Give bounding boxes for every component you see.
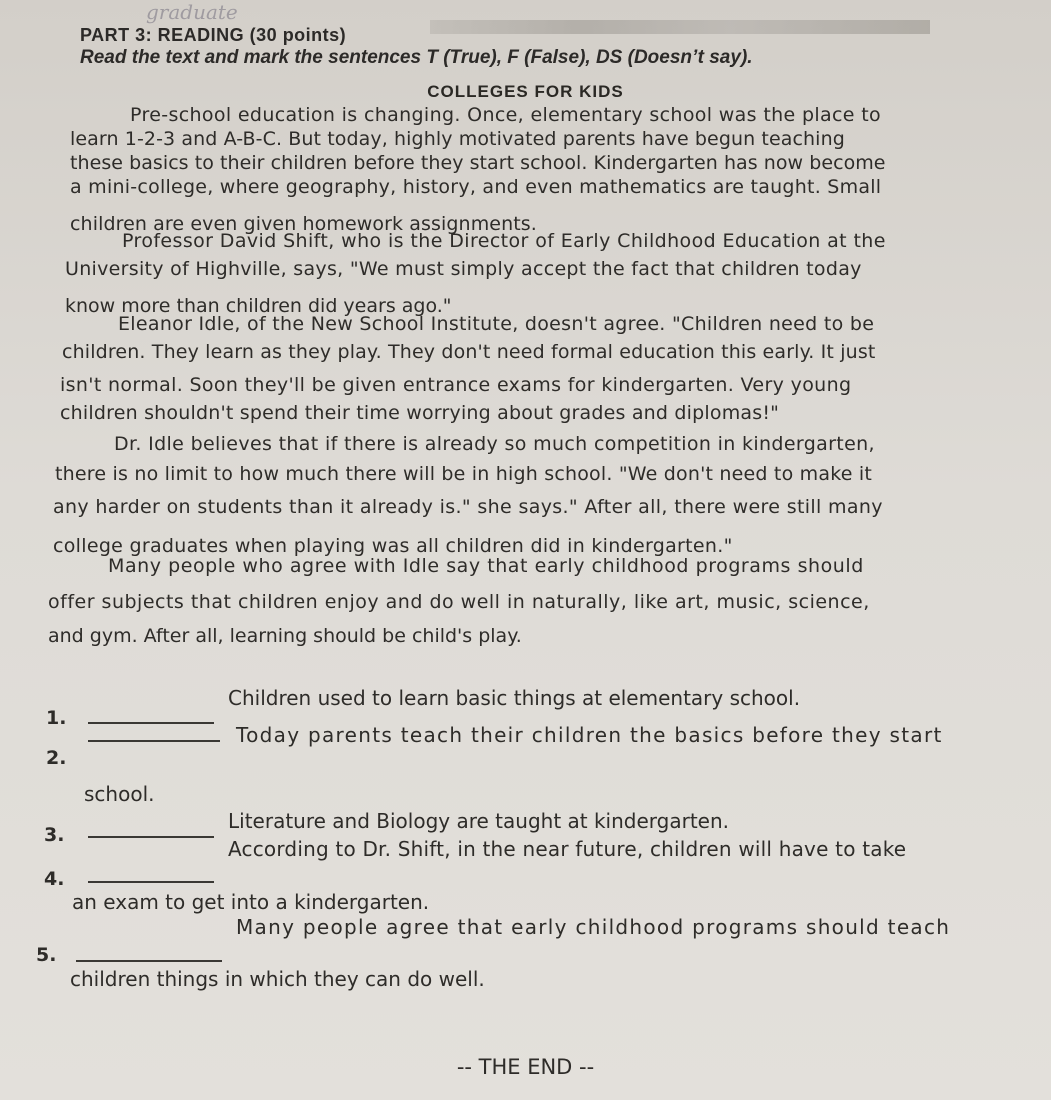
- answer-blank[interactable]: [88, 881, 214, 883]
- article-line: know more than children did years ago.": [65, 295, 452, 317]
- end-marker: -- THE END --: [456, 1055, 595, 1079]
- answer-blank[interactable]: [88, 740, 220, 742]
- article-line: and gym. After all, learning should be child's play.: [48, 625, 522, 647]
- article-line: learn 1-2-3 and A-B-C. But today, highly motivated parents have begun teaching: [70, 128, 845, 150]
- question-text: Today parents teach their children the basics before they start: [236, 723, 943, 747]
- instructions: Read the text and mark the sentences T (True), F (False), DS (Doesn’t say).: [80, 47, 753, 68]
- article-line: Pre-school education is changing. Once, elementary school was the place to: [130, 104, 881, 126]
- article-line: these basics to their children before they start school. Kindergarten has now become: [70, 152, 886, 174]
- part-title: PART 3: READING (30 points): [80, 25, 347, 45]
- handwritten-note: graduate: [146, 0, 238, 24]
- article-line: any harder on students than it already is." she says." After all, there were still many: [53, 496, 883, 518]
- article-title: COLLEGES FOR KIDS: [427, 82, 624, 101]
- question-text: Children used to learn basic things at elementary school.: [228, 686, 801, 710]
- article-line: Dr. Idle believes that if there is already so much competition in kindergarten,: [114, 433, 875, 455]
- question-text-continued: an exam to get into a kindergarten.: [72, 890, 430, 914]
- article-line: Eleanor Idle, of the New School Institute, doesn't agree. "Children need to be: [118, 313, 875, 335]
- question-number: 4.: [44, 868, 65, 890]
- article-line: University of Highville, says, "We must simply accept the fact that children today: [65, 258, 862, 280]
- question-text: Many people agree that early childhood programs should teach: [236, 915, 951, 939]
- article-line: children shouldn't spend their time worrying about grades and diplomas!": [60, 402, 780, 424]
- question-number: 1.: [46, 707, 67, 729]
- article-line: isn't normal. Soon they'll be given entrance exams for kindergarten. Very young: [60, 374, 852, 396]
- article-line: children. They learn as they play. They don't need formal education this early. It just: [62, 341, 876, 363]
- header-shading: [430, 20, 930, 34]
- question-text-continued: children things in which they can do well.: [70, 967, 485, 991]
- question-number: 2.: [46, 747, 67, 769]
- question-number: 3.: [44, 824, 65, 846]
- question-text-continued: school.: [84, 782, 155, 806]
- answer-blank[interactable]: [88, 722, 214, 724]
- article-line: children are even given homework assignments.: [70, 213, 537, 235]
- article-line: a mini-college, where geography, history, and even mathematics are taught. Small: [70, 176, 882, 198]
- question-text: Literature and Biology are taught at kindergarten.: [228, 809, 730, 833]
- answer-blank[interactable]: [76, 960, 222, 962]
- article-line: offer subjects that children enjoy and do well in naturally, like art, music, science,: [48, 591, 870, 613]
- article-line: there is no limit to how much there will be in high school. "We don't need to make it: [55, 463, 872, 485]
- article-line: college graduates when playing was all children did in kindergarten.": [53, 535, 733, 557]
- article-line: Many people who agree with Idle say that early childhood programs should: [108, 555, 864, 577]
- question-number: 5.: [36, 944, 57, 966]
- answer-blank[interactable]: [88, 836, 214, 838]
- article-line: Professor David Shift, who is the Director of Early Childhood Education at the: [122, 230, 886, 252]
- question-text: According to Dr. Shift, in the near future, children will have to take: [228, 837, 907, 861]
